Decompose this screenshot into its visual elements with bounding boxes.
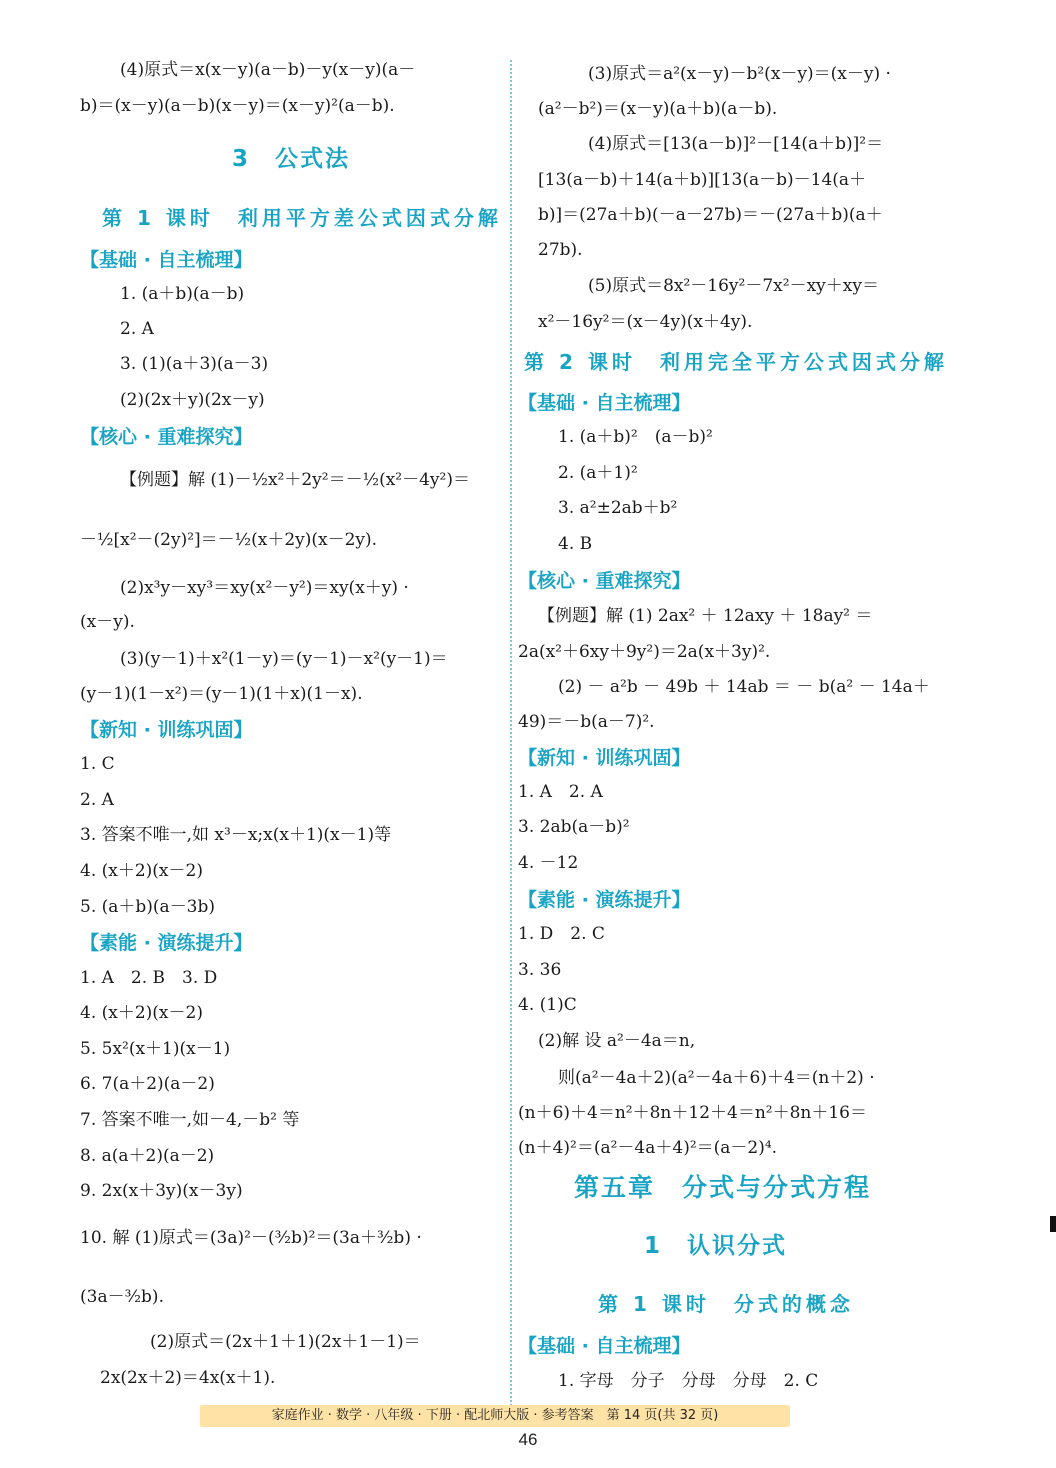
answer-line: [13(a－b)＋14(a＋b)][13(a－b)－14(a＋ <box>538 170 867 190</box>
answer-line: b)＝(x－y)(a－b)(x－y)＝(x－y)²(a－b). <box>80 96 395 116</box>
answer-line: 4. (x＋2)(x－2) <box>80 861 203 881</box>
subsection-heading: 【素能 · 演练提升】 <box>518 889 691 911</box>
answer-line: (x－y). <box>80 612 135 632</box>
subsection-heading: 【基础 · 自主梳理】 <box>518 392 691 414</box>
answer-line: 【例题】解 (1) 2ax² ＋ 12axy ＋ 18ay² ＝ <box>538 606 873 626</box>
answer-line: 8. a(a＋2)(a－2) <box>80 1146 215 1166</box>
answer-line: (2)x³y－xy³＝xy(x²－y²)＝xy(x＋y) · <box>120 578 409 598</box>
lesson-heading: 第 2 课时 利用完全平方公式因式分解 <box>524 350 948 374</box>
answer-line: 2x(2x＋2)＝4x(x＋1). <box>100 1368 276 1388</box>
answer-line: 则(a²－4a＋2)(a²－4a＋6)＋4＝(n＋2) · <box>558 1068 875 1088</box>
footer-bar: 家庭作业 · 数学 · 八年级 · 下册 · 配北师大版 · 参考答案 第 14 页(共 32 页) <box>200 1405 790 1427</box>
answer-line: 27b). <box>538 240 583 260</box>
answer-line: 4. －12 <box>518 853 579 873</box>
answer-line: 2a(x²＋6xy＋9y²)＝2a(x＋3y)². <box>518 642 771 662</box>
answer-line: (2) － a²b － 49b ＋ 14ab ＝ － b(a² － 14a＋ <box>558 677 930 697</box>
answer-line: (n＋6)＋4＝n²＋8n＋12＋4＝n²＋8n＋16＝ <box>518 1103 867 1123</box>
answer-line: 1. (a＋b)² (a－b)² <box>558 427 713 447</box>
answer-line: (2)原式＝(2x＋1＋1)(2x＋1－1)＝ <box>150 1332 421 1352</box>
answer-line: 1. A 2. B 3. D <box>80 968 218 988</box>
answer-line: (2)解 设 a²－4a＝n, <box>538 1031 696 1051</box>
subsection-heading: 【新知 · 训练巩固】 <box>518 747 691 769</box>
answer-line: 1. C <box>80 754 115 774</box>
answer-line: 49)＝－b(a－7)². <box>518 712 655 732</box>
answer-line: 3. a²±2ab＋b² <box>558 498 678 518</box>
subsection-heading: 【基础 · 自主梳理】 <box>80 249 253 271</box>
answer-line: x²－16y²＝(x－4y)(x＋4y). <box>538 312 753 332</box>
answer-line: 9. 2x(x＋3y)(x－3y) <box>80 1181 243 1201</box>
answer-line: (2)(2x＋y)(2x－y) <box>120 390 265 410</box>
answer-line: 2. A <box>80 790 114 810</box>
answer-line: (4)原式＝x(x－y)(a－b)－y(x－y)(a－ <box>120 60 416 80</box>
answer-line: 5. 5x²(x＋1)(x－1) <box>80 1039 231 1059</box>
edge-mark <box>1050 1216 1056 1232</box>
answer-line: 3. 2ab(a－b)² <box>518 817 630 837</box>
subsection-heading: 【新知 · 训练巩固】 <box>80 719 253 741</box>
answer-line: b)]＝(27a＋b)(－a－27b)＝－(27a＋b)(a＋ <box>538 205 883 225</box>
answer-line: －½[x²－(2y)²]＝－½(x＋2y)(x－2y). <box>80 530 378 550</box>
answer-line: (y－1)(1－x²)＝(y－1)(1＋x)(1－x). <box>80 684 363 704</box>
answer-line: 1. A 2. A <box>518 782 603 802</box>
answer-line: (3)原式＝a²(x－y)－b²(x－y)＝(x－y) · <box>588 64 891 84</box>
answer-line: 4. B <box>558 534 593 554</box>
answer-line: (4)原式＝[13(a－b)]²－[14(a＋b)]²＝ <box>588 134 884 154</box>
answer-line: 【例题】解 (1)－½x²＋2y²＝－½(x²－4y²)＝ <box>120 470 470 490</box>
answer-line: 3. 36 <box>518 960 562 980</box>
answer-line: (3a－³⁄₂b). <box>80 1287 164 1307</box>
answer-line: 1. D 2. C <box>518 924 605 944</box>
answer-line: 2. A <box>120 319 154 339</box>
answer-line: 5. (a＋b)(a－3b) <box>80 897 216 917</box>
lesson-heading: 第 1 课时 分式的概念 <box>598 1292 854 1316</box>
answer-line: (5)原式＝8x²－16y²－7x²－xy＋xy＝ <box>588 276 879 296</box>
answer-line: 4. (x＋2)(x－2) <box>80 1003 203 1023</box>
subsection-heading: 【核心 · 重难探究】 <box>80 426 253 448</box>
answer-line: (3)(y－1)＋x²(1－y)＝(y－1)－x²(y－1)＝ <box>120 649 448 669</box>
section-heading: 3 公式法 <box>232 146 351 172</box>
answer-line: 1. (a＋b)(a－b) <box>120 284 245 304</box>
answer-line: 10. 解 (1)原式＝(3a)²－(³⁄₂b)²＝(3a＋³⁄₂b) · <box>80 1228 422 1248</box>
answer-line: 7. 答案不唯一,如－4,－b² 等 <box>80 1110 300 1130</box>
answer-line: (n＋4)²＝(a²－4a＋4)²＝(a－2)⁴. <box>518 1138 778 1158</box>
answer-line: 3. 答案不唯一,如 x³－x;x(x＋1)(x－1)等 <box>80 825 392 845</box>
subsection-heading: 【基础 · 自主梳理】 <box>518 1335 691 1357</box>
chapter-heading: 第五章 分式与分式方程 <box>574 1173 872 1202</box>
answer-line: 4. (1)C <box>518 995 577 1015</box>
answer-line: (a²－b²)＝(x－y)(a＋b)(a－b). <box>538 99 778 119</box>
section-heading: 1 认识分式 <box>644 1233 788 1259</box>
lesson-heading: 第 1 课时 利用平方差公式因式分解 <box>102 206 502 230</box>
answer-line: 6. 7(a＋2)(a－2) <box>80 1074 215 1094</box>
page-number: 46 <box>518 1430 538 1449</box>
subsection-heading: 【核心 · 重难探究】 <box>518 570 691 592</box>
answer-line: 1. 字母 分子 分母 分母 2. C <box>558 1371 819 1391</box>
answer-line: 3. (1)(a＋3)(a－3) <box>120 354 269 374</box>
answer-line: 2. (a＋1)² <box>558 463 638 483</box>
column-divider <box>510 60 512 1410</box>
subsection-heading: 【素能 · 演练提升】 <box>80 932 253 954</box>
